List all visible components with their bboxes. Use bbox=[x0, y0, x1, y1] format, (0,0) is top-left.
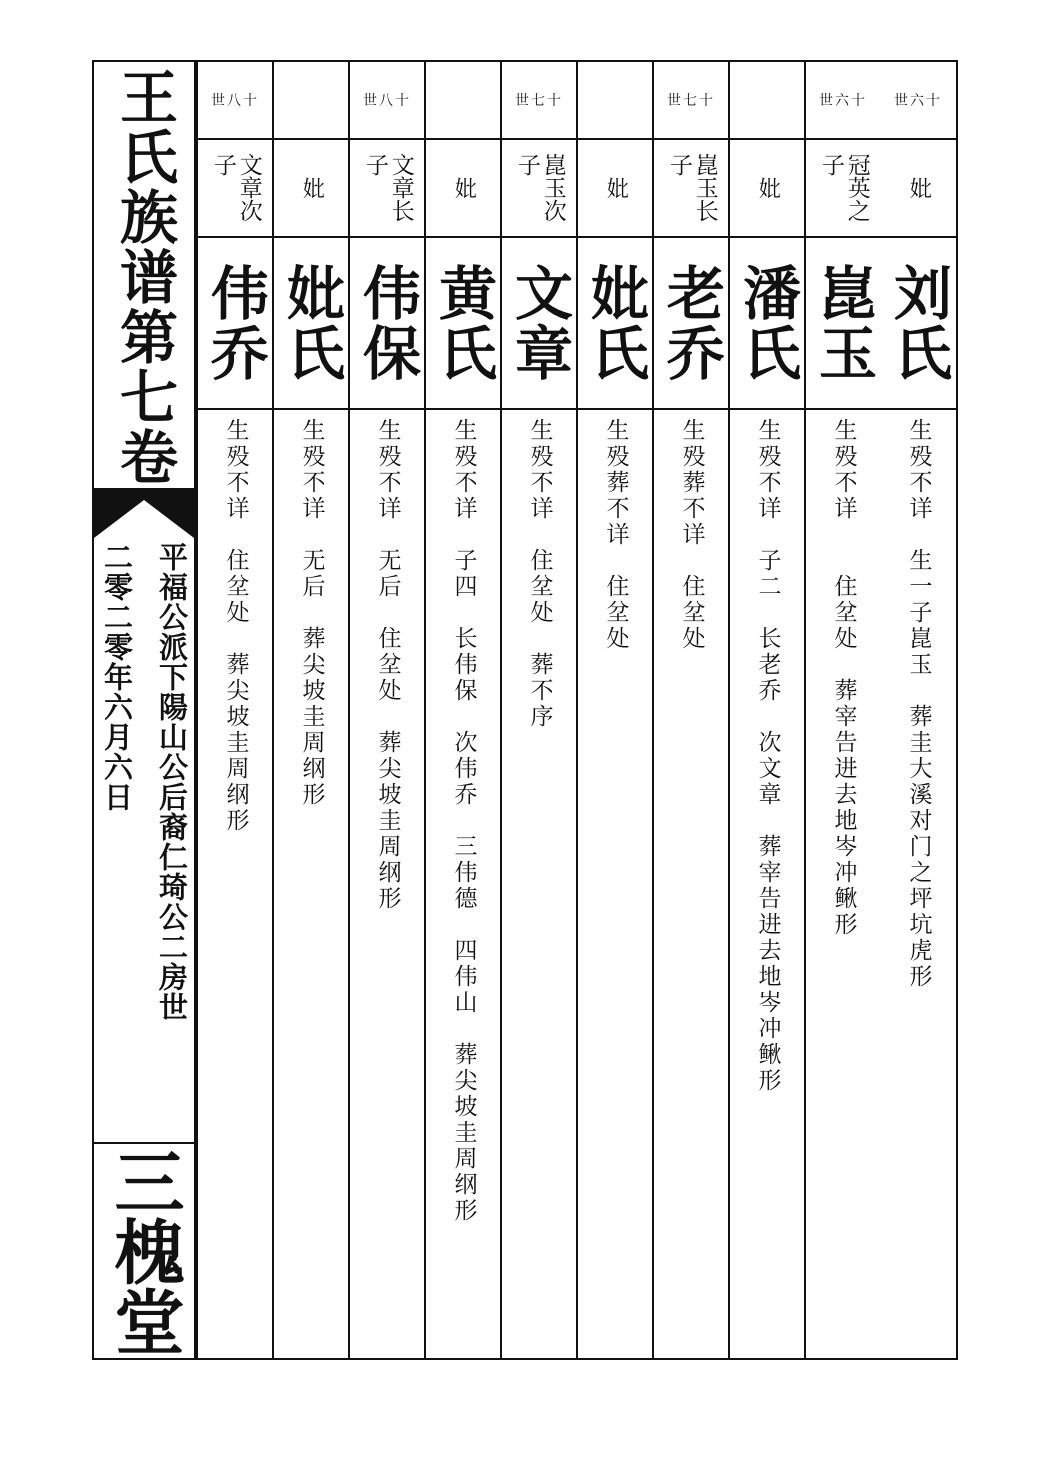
entry-column bbox=[348, 62, 424, 1358]
title-panel bbox=[94, 62, 194, 490]
hall-name: 三槐堂 bbox=[103, 1146, 186, 1356]
relation-label: 文章次子 bbox=[210, 153, 262, 222]
person-name: 妣氏 bbox=[277, 263, 345, 383]
date-subtitle: 二零二零年六月六日 bbox=[100, 542, 134, 812]
generation-label bbox=[274, 62, 348, 140]
entry-column bbox=[500, 62, 576, 1358]
sidebar bbox=[94, 62, 196, 1358]
person-description: 生殁不详 住坌处 葬宰告进去地岑冲鳅形 bbox=[830, 418, 857, 938]
entry-column bbox=[196, 62, 272, 1358]
generation-label bbox=[730, 62, 804, 140]
book-title: 王氏族谱第七卷 bbox=[110, 67, 178, 487]
relation-label: 文章长子 bbox=[362, 153, 414, 222]
person-name: 伟乔 bbox=[201, 263, 269, 383]
relation-label: 崑玉长子 bbox=[666, 153, 718, 222]
entry-column bbox=[652, 62, 728, 1358]
person-description: 生殁不详 无后 葬尖坡圭周纲形 bbox=[298, 418, 325, 808]
relation-label: 妣 bbox=[755, 177, 781, 199]
relation-label: 妣 bbox=[451, 177, 477, 199]
fish-tail-ornament-icon bbox=[94, 490, 194, 538]
genealogy-page bbox=[92, 60, 958, 1360]
person-name: 崑玉 bbox=[809, 263, 877, 383]
person-name: 文章 bbox=[505, 263, 573, 383]
generation-label: 世八十 bbox=[198, 62, 272, 140]
person-description: 生殁葬不详 住坌处 bbox=[678, 418, 705, 652]
relation-label: 妣 bbox=[603, 177, 629, 199]
generation-label: 世八十 bbox=[350, 62, 424, 140]
relation-label: 崑玉次子 bbox=[514, 153, 566, 222]
generation-label bbox=[578, 62, 652, 140]
entry-column bbox=[272, 62, 348, 1358]
relation-label: 冠英之子 bbox=[818, 153, 870, 222]
generation-label: 世六十 bbox=[806, 62, 880, 140]
entry-column bbox=[424, 62, 500, 1358]
person-name: 潘氏 bbox=[733, 263, 801, 383]
person-description: 生殁不详 子四 长伟保 次伟乔 三伟德 四伟山 葬尖坡圭周纲形 bbox=[450, 418, 477, 1224]
generation-label: 世七十 bbox=[502, 62, 576, 140]
entry-column bbox=[880, 62, 956, 1358]
person-name: 黄氏 bbox=[429, 263, 497, 383]
person-description: 生殁不详 住坌处 葬不序 bbox=[526, 418, 553, 730]
person-name: 老乔 bbox=[657, 263, 725, 383]
person-description: 生殁不详 无后 住坌处 葬尖坡圭周纲形 bbox=[374, 418, 401, 912]
generation-label: 世七十 bbox=[654, 62, 728, 140]
person-description: 生殁不详 子二 长老乔 次文章 葬宰告进去地岑冲鳅形 bbox=[754, 418, 781, 1094]
person-description: 生殁不详 生一子崑玉 葬圭大溪对门之坪坑虎形 bbox=[905, 418, 932, 990]
lineage-subtitle: 平福公派下陽山公后裔仁琦公二房世 bbox=[155, 542, 189, 1022]
relation-label: 妣 bbox=[906, 177, 932, 199]
person-description: 生殁不详 住坌处 葬尖坡圭周纲形 bbox=[222, 418, 249, 834]
generation-label: 世六十 bbox=[880, 62, 956, 140]
generation-label bbox=[426, 62, 500, 140]
relation-label: 妣 bbox=[299, 177, 325, 199]
genealogy-grid bbox=[196, 62, 956, 1358]
person-name: 伟保 bbox=[353, 263, 421, 383]
person-name: 刘氏 bbox=[884, 263, 952, 383]
person-description: 生殁葬不详 住坌处 bbox=[602, 418, 629, 652]
subtitle-panel bbox=[94, 538, 194, 1144]
hall-panel bbox=[94, 1144, 194, 1358]
entry-column bbox=[804, 62, 880, 1358]
person-name: 妣氏 bbox=[581, 263, 649, 383]
entry-column bbox=[728, 62, 804, 1358]
entry-column bbox=[576, 62, 652, 1358]
